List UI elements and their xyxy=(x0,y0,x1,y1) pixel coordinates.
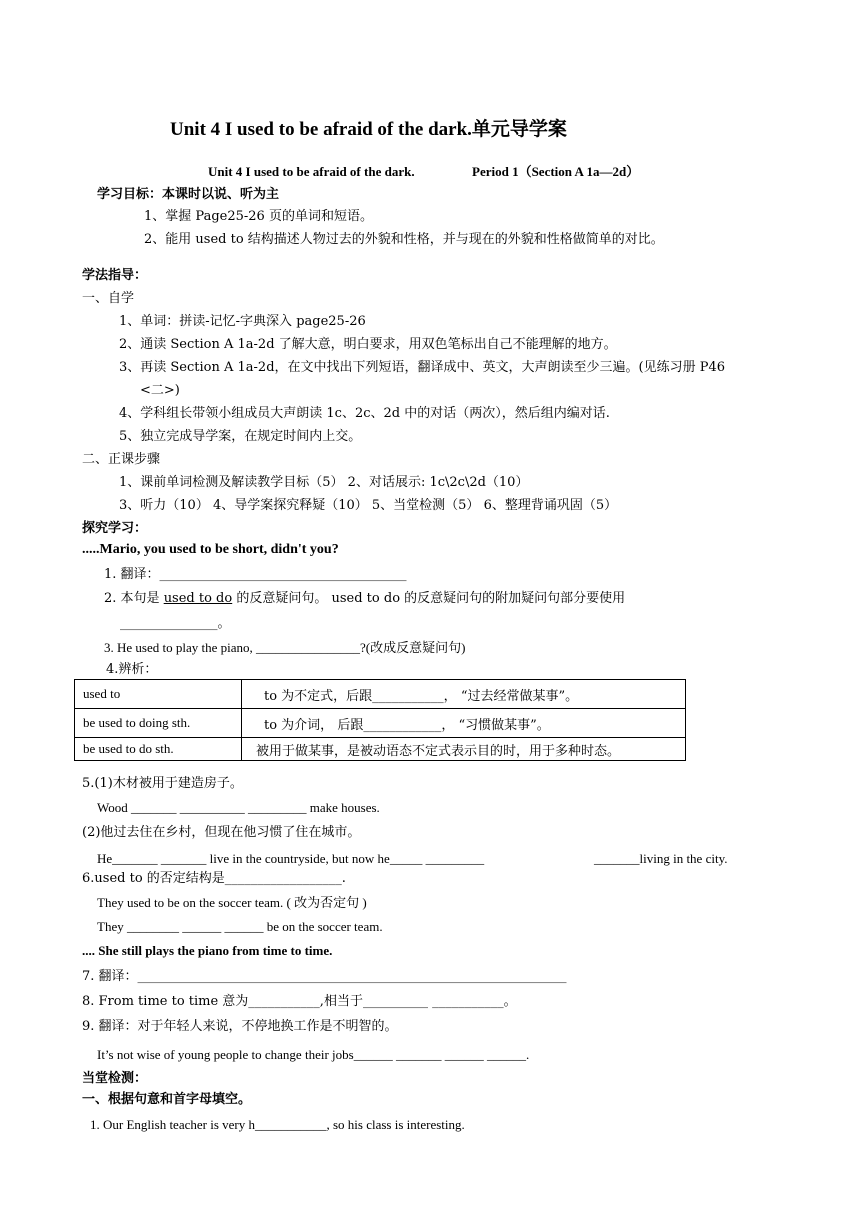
objective-item: 1、掌握 Page25-26 页的单词和短语。 xyxy=(144,209,373,224)
table-row xyxy=(75,709,686,738)
document-title: Unit 4 I used to be afraid of the dark.单元导学案 xyxy=(170,119,567,140)
self-study-item-continued: <二>) xyxy=(140,383,180,398)
question-6-sentence: They used to be on the soccer team. ( 改为否定句 ) xyxy=(97,895,367,910)
table-desc: to 为介词， 后跟____________， “习惯做某事”。 xyxy=(242,709,686,738)
test-question-1: 1. Our English teacher is very h___________, so his class is interesting. xyxy=(90,1117,465,1132)
question-6: 6.used to 的否定结构是__________________. xyxy=(82,871,346,886)
subtitle-unit: Unit 4 I used to be afraid of the dark. xyxy=(208,164,415,179)
test-section-1: 一、根据句意和首字母填空。 xyxy=(82,1092,252,1107)
explore-heading: 探究学习： xyxy=(82,521,148,536)
question-2-text: 的反意疑问句。 used to do 的反意疑问句的附加疑问句部分要使用 xyxy=(236,591,626,606)
steps-item: 3、听力（10） 4、导学案探究释疑（10） 5、当堂检测（5） 6、整理背诵巩固（5） xyxy=(119,498,618,513)
question-6-answer: They ________ ______ ______ be on the soccer team. xyxy=(97,919,383,934)
comparison-table xyxy=(74,679,686,761)
question-8: 8. From time to time 意为___________,相当于__________ ___________。 xyxy=(82,994,517,1009)
question-7: 7. 翻译：__________________________________________________________________ xyxy=(82,969,567,984)
self-study-item: 1、单词：拼读-记忆-字典深入 page25-26 xyxy=(119,314,366,329)
steps-item: 1、课前单词检测及解读教学目标（5） 2、对话展示: 1c\2c\2d（10） xyxy=(119,475,529,490)
key-sentence-1: .....Mario, you used to be short, didn't you? xyxy=(82,542,339,557)
question-3: 3. He used to play the piano, ________________?(改成反意疑问句) xyxy=(104,640,466,655)
table-term: be used to doing sth. xyxy=(75,709,242,738)
guide-heading: 学法指导： xyxy=(82,268,148,283)
question-5-2-english-end: _______living in the city. xyxy=(594,851,728,866)
question-5-2: (2)他过去住在乡村，但现在他习惯了住在城市。 xyxy=(82,825,361,840)
question-5-1: 5.(1)木材被用于建造房子。 xyxy=(82,776,243,791)
table-row xyxy=(75,680,686,709)
question-2-text: 2. 本句是 xyxy=(104,591,160,606)
question-5-2-english: He_______ _______ live in the countryside, but now he_____ _________ xyxy=(97,851,485,866)
question-2-blank: _______________。 xyxy=(120,616,231,631)
self-study-item: 5、独立完成导学案，在规定时间内上交。 xyxy=(119,429,362,444)
question-2-underlined: used to do xyxy=(163,591,233,606)
question-2 xyxy=(104,590,625,608)
question-9-english: It’s not wise of young people to change their jobs______ _______ ______ ______. xyxy=(97,1047,530,1062)
objective-item: 2、能用 used to 结构描述人物过去的外貌和性格，并与现在的外貌和性格做简单的对比。 xyxy=(144,232,664,247)
self-study-heading: 一、自学 xyxy=(82,291,135,306)
steps-heading: 二、正课步骤 xyxy=(82,452,161,467)
table-desc: 被用于做某事，是被动语态不定式表示目的时，用于多种时态。 xyxy=(242,738,686,761)
test-heading: 当堂检测： xyxy=(82,1071,148,1086)
objectives-heading: 学习目标：本课时以说、听为主 xyxy=(97,187,280,202)
table-term: used to xyxy=(75,680,242,709)
question-1: 1. 翻译：______________________________________ xyxy=(104,567,407,582)
question-9: 9. 翻译：对于年轻人来说，不停地换工作是不明智的。 xyxy=(82,1019,398,1034)
self-study-item: 3、再读 Section A 1a-2d，在文中找出下列短语，翻译成中、英文，大声朗读至少三遍。(见练习册 P46 xyxy=(119,360,726,375)
question-5-1-english: Wood _______ __________ _________ make houses. xyxy=(97,800,380,815)
key-sentence-2: .... She still plays the piano from time to time. xyxy=(82,943,333,958)
question-4: 4.辨析： xyxy=(106,662,158,677)
self-study-item: 2、通读 Section A 1a-2d 了解大意，明白要求，用双色笔标出自己不能理解的地方。 xyxy=(119,337,617,352)
table-term: be used to do sth. xyxy=(75,738,242,761)
table-row xyxy=(75,738,686,761)
self-study-item: 4、学科组长带领小组成员大声朗读 1c、2c、2d 中的对话（两次），然后组内编对话. xyxy=(119,406,610,421)
table-desc: to 为不定式，后跟___________， “过去经常做某事”。 xyxy=(242,680,686,709)
subtitle-period: Period 1（Section A 1a—2d） xyxy=(472,164,640,179)
